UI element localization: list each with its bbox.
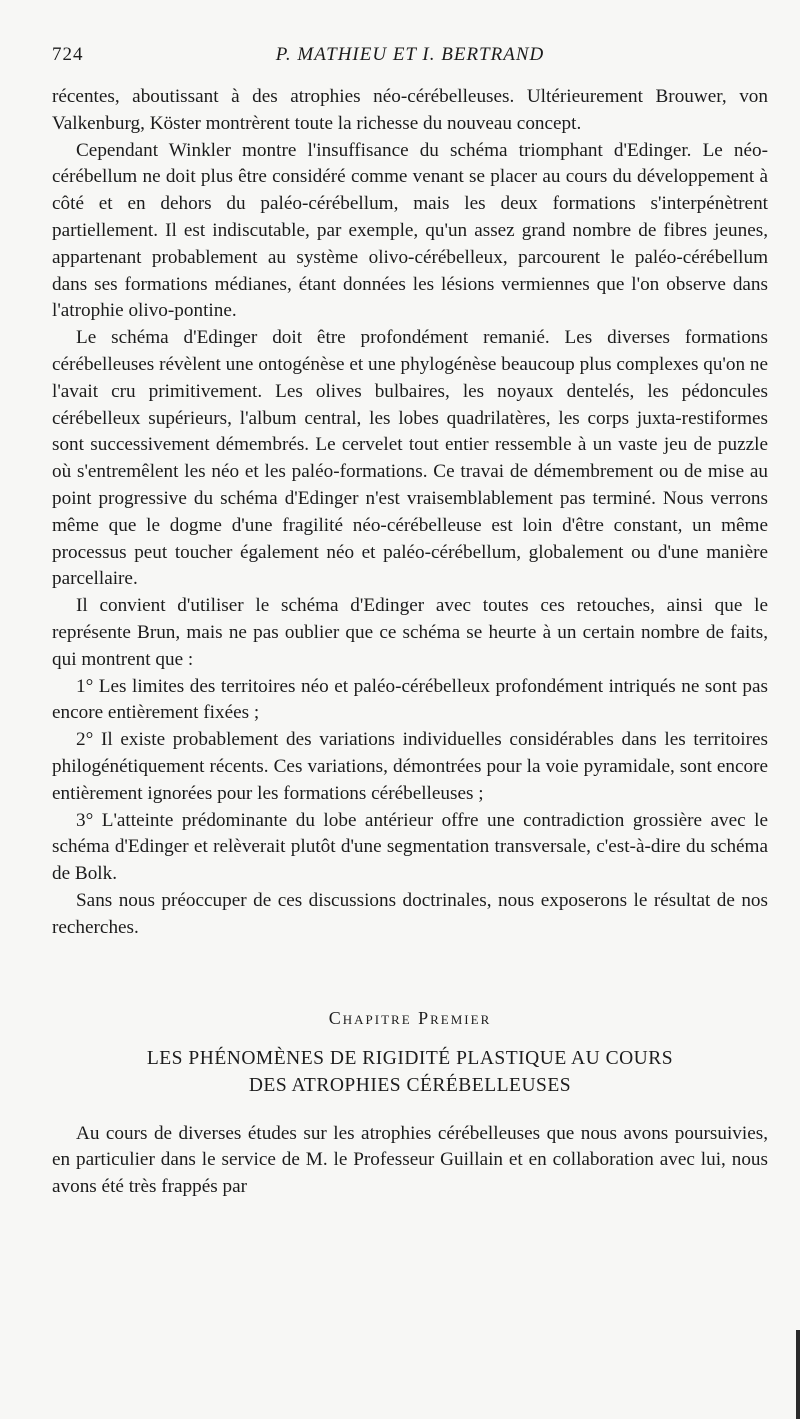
running-head-authors: P. MATHIEU ET I. BERTRAND [275, 44, 545, 65]
list-item: 2° Il existe probablement des variations individuelles considérables dans les territoires philogénétiquement récents. Ces variations, démontrées pour la voie pyramidale, sont encore entièrement ignorées pour les formations cérébelleuses ; [52, 729, 768, 804]
chapter-title-line: DES ATROPHIES CÉRÉBELLEUSES [248, 1074, 572, 1096]
page-number: 724 [52, 44, 84, 65]
paragraph: Cependant Winkler montre l'insuffisance du schéma triomphant d'Edinger. Le néo-cérébellum ne doit plus être considéré comme venant se placer au cours du développement à côté et en dehors du paléo-cérébellum, mais les deux formations s'interpénètrent partiellement. Il est indiscutable, par exemple, qu'un assez grand nombre de fibres jeunes, appartenant probablement au système olivo-cérébelleux, parcourent le paléo-cérébellum dans ses formations médianes, étant données les lésions vermiennes que l'on observe dans l'atrophie olivo-pontine. [52, 139, 768, 322]
paragraph: récentes, aboutissant à des atrophies néo-cérébelleuses. Ultérieurement Brouwer, von Valkenburg, Köster montrèrent toute la richesse du nouveau concept. [52, 86, 768, 134]
running-head [52, 44, 768, 84]
chapter-label: Chapitre Premier [328, 1007, 492, 1028]
list-item: 3° L'atteinte prédominante du lobe antérieur offre une contradiction grossière avec le schéma d'Edinger et relèverait plutôt d'une segmentation transversale, c'est-à-dire du schéma de Bolk. [52, 809, 768, 885]
chapter-title [52, 1045, 768, 1099]
paragraph: Le schéma d'Edinger doit être profondément remanié. Les diverses formations cérébelleuses révèlent une ontogénèse et une phylogénèse beaucoup plus complexes qu'on ne l'avait cru primitivement. Les olives bulbaires, les noyaux dentelés, les pédoncules cérébelleux supérieurs, l'album central, les lobes quadrilatères, les corps juxta-restiformes sont successivement démembrés. Le cervelet tout entier ressemble à un vaste jeu de puzzle où s'entremêlent les néo et les paléo-formations. Ce travai de démembrement ou de mise au point progressive du schéma d'Edinger n'est vraisemblablement pas terminé. Nous verrons même que le dogme d'une fragilité néo-cérébelleuse est loin d'être constant, un même processus peut toucher également néo et paléo-cérébellum, globalement ou d'une manière parcellaire. [52, 327, 768, 590]
paragraph: Sans nous préoccuper de ces discussions doctrinales, nous exposerons le résultat de nos recherches. [52, 889, 768, 938]
page-edge-shadow [796, 1330, 800, 1419]
body-text-chapter [52, 1121, 768, 1201]
chapter-title-line: LES PHÉNOMÈNES DE RIGIDITÉ PLASTIQUE AU COURS [146, 1047, 674, 1069]
paragraph: Il convient d'utiliser le schéma d'Edinger avec toutes ces retouches, ainsi que le représente Brun, mais ne pas oublier que ce schéma se heurte à un certain nombre de faits, qui montrent que : [52, 595, 768, 670]
page [52, 0, 768, 1201]
list-item: 1° Les limites des territoires néo et paléo-cérébelleux profondément intriqués ne sont pas encore entièrement fixées ; [52, 675, 768, 724]
body-text [52, 84, 768, 942]
paragraph: Au cours de diverses études sur les atrophies cérébelleuses que nous avons poursuivies, en particulier dans le service de M. le Professeur Guillain et en collaboration avec lui, nous avons été très frappés par [52, 1122, 768, 1198]
